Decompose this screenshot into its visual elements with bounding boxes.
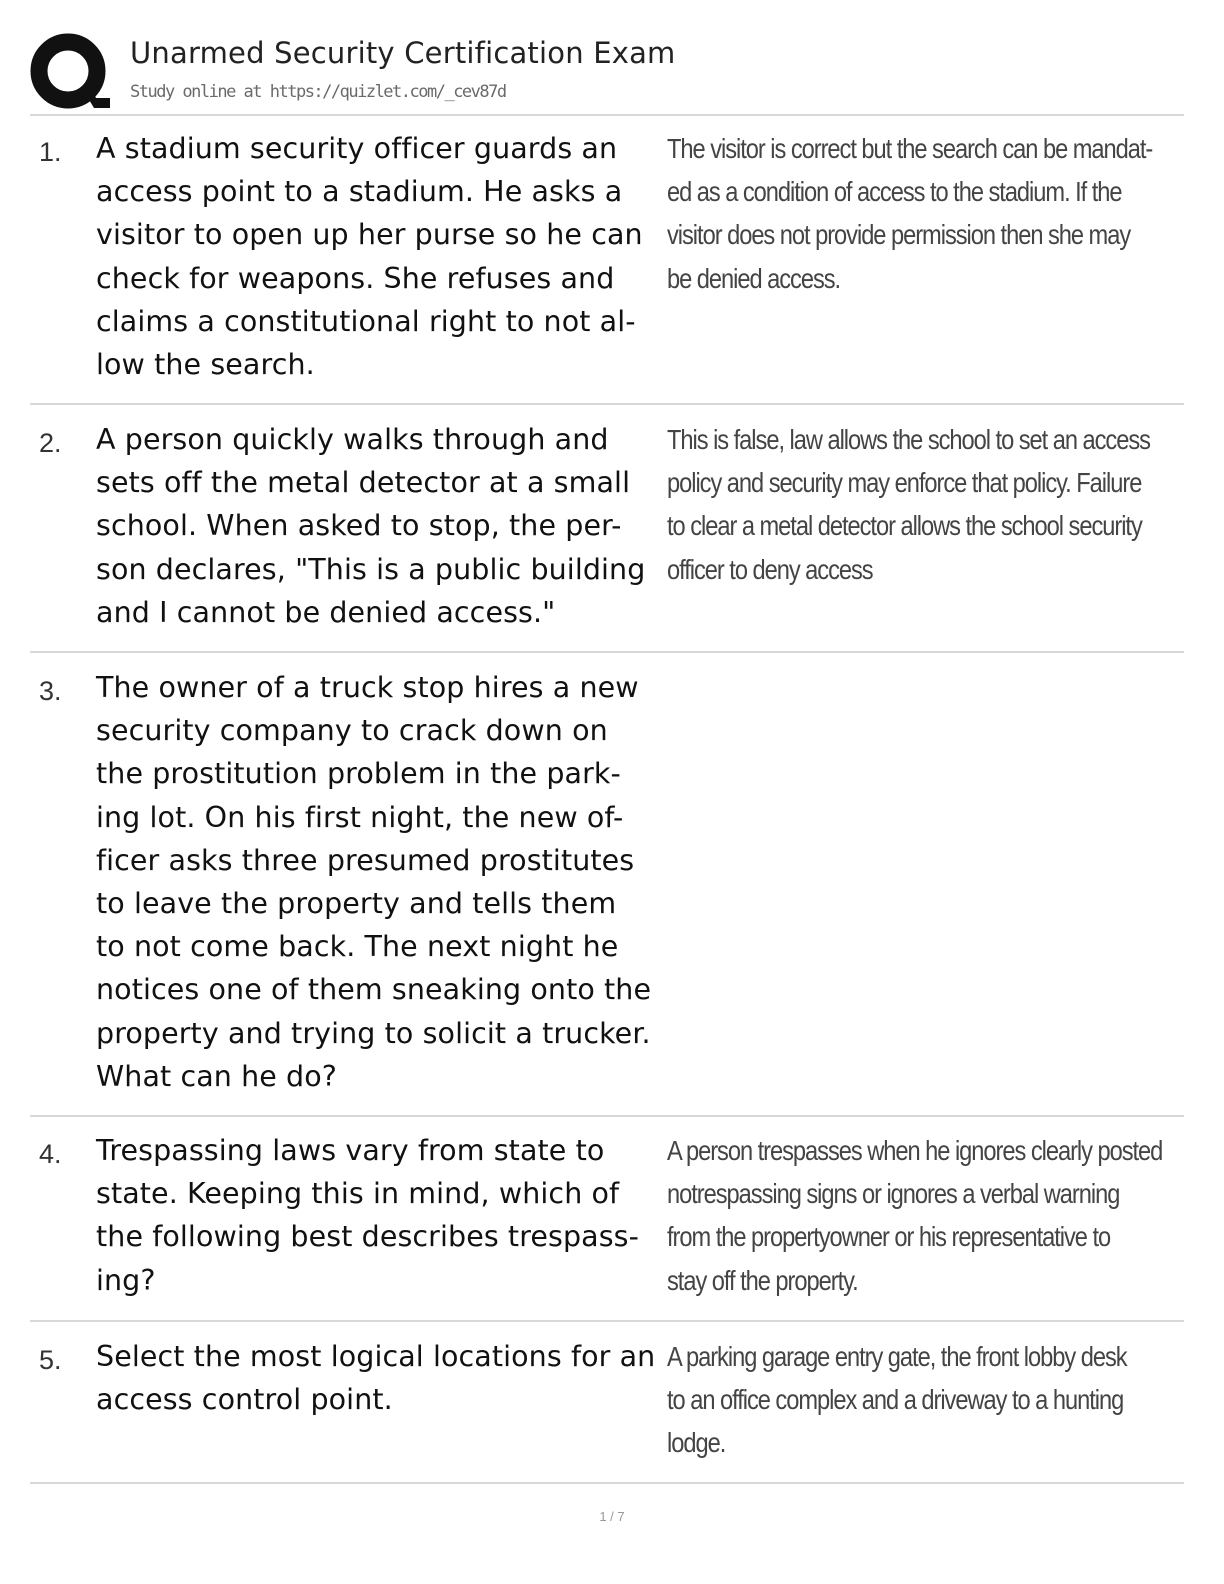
card-term — [96, 666, 662, 1098]
term-line: The owner of a truck stop hires a new — [96, 671, 639, 704]
term-line: school. When asked to stop, the per- — [96, 509, 622, 543]
flashcard-2 — [30, 405, 1184, 653]
document-header — [30, 30, 1186, 114]
card-term — [96, 418, 662, 634]
flashcard-1 — [30, 116, 1184, 405]
card-definition — [667, 1129, 1163, 1302]
quizlet-logo-icon — [30, 32, 110, 112]
definition-line: The visitor is correct but the search can be mandat- — [667, 133, 1153, 164]
card-term — [96, 1335, 662, 1421]
card-definition — [667, 1335, 1127, 1465]
term-line: and I cannot be denied access." — [96, 595, 556, 629]
term-line: low the search. — [96, 348, 315, 382]
term-line: A stadium security officer guards an — [96, 132, 618, 165]
card-definition — [667, 418, 1150, 591]
card-definition — [667, 127, 1153, 300]
card-term — [96, 127, 662, 386]
definition-line: be denied access. — [667, 262, 841, 294]
term-line: A person quickly walks through and — [96, 423, 609, 456]
card-number: 1. — [39, 137, 62, 167]
definition-line: This is false, law allows the school to set an access — [667, 424, 1150, 455]
term-line: access control point. — [96, 1383, 393, 1417]
definition-line: A parking garage entry gate, the front lobby desk — [667, 1341, 1127, 1372]
card-number: 3. — [39, 676, 62, 706]
term-line: sets off the metal detector at a small — [96, 466, 631, 500]
definition-line: visitor does not provide permission then she may — [667, 219, 1131, 251]
term-line: ing? — [96, 1263, 156, 1297]
term-line: to not come back. The next night he — [96, 930, 619, 964]
flashcard-4 — [30, 1117, 1184, 1322]
definition-line: policy and security may enforce that policy. Failure — [667, 467, 1142, 499]
definition-line: lodge. — [667, 1427, 726, 1459]
definition-line: to an office complex and a driveway to a hunting — [667, 1384, 1124, 1416]
term-line: property and trying to solicit a trucker. — [96, 1016, 651, 1050]
definition-line: stay off the property. — [667, 1264, 858, 1296]
term-line: Select the most logical locations for an — [96, 1340, 656, 1373]
card-term — [96, 1129, 662, 1302]
flashcard-5 — [30, 1322, 1184, 1484]
term-line: to leave the property and tells them — [96, 887, 617, 921]
term-line: What can he do? — [96, 1059, 338, 1093]
page-number: 1 / 7 — [599, 1509, 625, 1524]
definition-line: to clear a metal detector allows the school security — [667, 510, 1142, 542]
term-line: access point to a stadium. He asks a — [96, 175, 623, 209]
term-line: the prostitution problem in the park- — [96, 757, 621, 791]
term-line: security company to crack down on — [96, 714, 608, 748]
term-line: ficer asks three presumed prostitutes — [96, 843, 635, 877]
term-line: the following best describes trespass- — [96, 1220, 640, 1254]
term-line: ing lot. On his first night, the new of- — [96, 800, 624, 834]
term-line: visitor to open up her purse so he can — [96, 218, 643, 252]
definition-line: ed as a condition of access to the stadium. If the — [667, 176, 1122, 208]
card-number: 5. — [39, 1345, 62, 1375]
definition-line: notrespassing signs or ignores a verbal warning — [667, 1178, 1120, 1210]
card-number: 2. — [39, 428, 62, 458]
term-line: son declares, "This is a public building — [96, 552, 646, 586]
card-number: 4. — [39, 1139, 62, 1169]
page-title: Unarmed Security Certification Exam — [130, 36, 676, 70]
definition-line: from the propertyowner or his representative to — [667, 1221, 1111, 1253]
term-line: state. Keeping this in mind, which of — [96, 1177, 620, 1211]
term-line: claims a constitutional right to not al- — [96, 304, 636, 338]
flashcard-list — [30, 116, 1184, 1484]
term-line: check for weapons. She refuses and — [96, 261, 615, 295]
term-line: Trespassing laws vary from state to — [96, 1134, 605, 1167]
definition-line: A person trespasses when he ignores clearly posted — [667, 1135, 1163, 1166]
definition-line: officer to deny access — [667, 553, 873, 585]
flashcard-3 — [30, 653, 1184, 1117]
study-online-link-text: Study online at https://quizlet.com/_cev87d — [130, 82, 506, 102]
term-line: notices one of them sneaking onto the — [96, 973, 652, 1007]
